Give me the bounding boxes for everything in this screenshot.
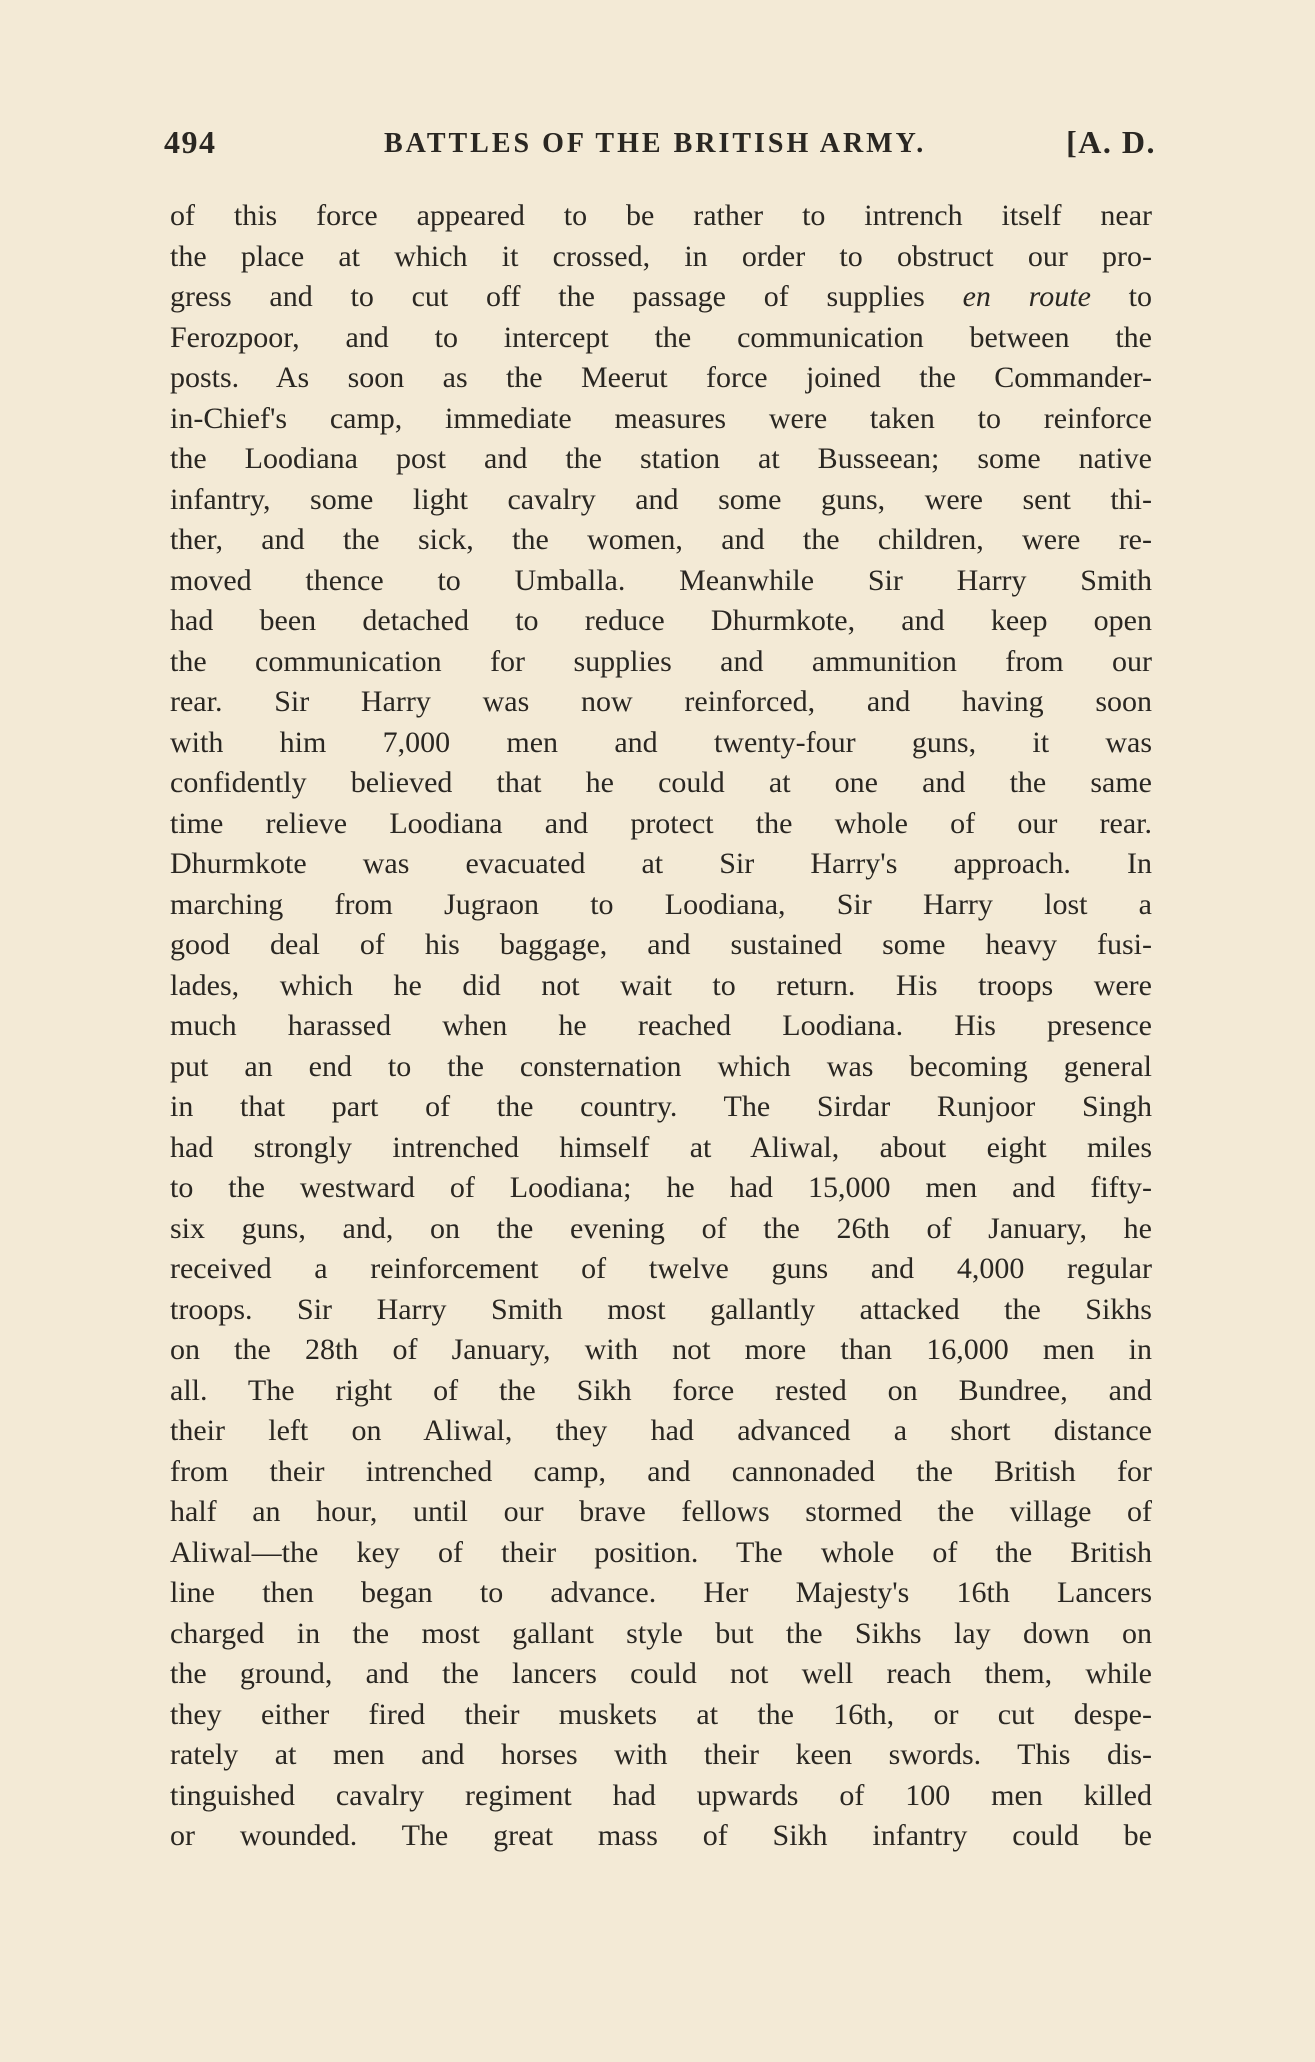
text-line: troops. Sir Harry Smith most gallantly attacked the Sikhs — [170, 1292, 1152, 1326]
text-line: much harassed when he reached Loodiana. His presence — [170, 1009, 1152, 1042]
text-line: marching from Jugraon to Loodiana, Sir Harry lost a — [170, 887, 1152, 921]
text-line: gress and to cut off the passage of supplies en route to — [170, 280, 1152, 313]
text-line: to the westward of Loodiana; he had 15,000 men and fifty- — [170, 1171, 1152, 1204]
text-line: moved thence to Umballa. Meanwhile Sir Harry Smith — [170, 563, 1152, 597]
text-line: infantry, some light cavalry and some guns, were sent thi- — [170, 482, 1152, 516]
page-number: 494 — [164, 124, 217, 160]
text-line: half an hour, until our brave fellows stormed the village of — [170, 1495, 1152, 1528]
text-line: from their intrenched camp, and cannonaded the British for — [170, 1454, 1152, 1488]
text-line: lades, which he did not wait to return. His troops were — [170, 968, 1152, 1002]
text-line: good deal of his baggage, and sustained some heavy fusi- — [170, 928, 1152, 961]
text-line: on the 28th of January, with not more than 16,000 men in — [170, 1333, 1152, 1366]
text-line: line then began to advance. Her Majesty's 16th Lancers — [170, 1576, 1152, 1609]
text-line: Ferozpoor, and to intercept the communication between the — [170, 320, 1152, 354]
text-line: or wounded. The great mass of Sikh infantry could be — [170, 1819, 1152, 1852]
text-line: Dhurmkote was evacuated at Sir Harry's approach. In — [170, 847, 1152, 880]
text-line: received a reinforcement of twelve guns and 4,000 regular — [170, 1252, 1152, 1285]
text-line: posts. As soon as the Meerut force joined the Commander- — [170, 361, 1152, 394]
text-line: the ground, and the lancers could not well reach them, while — [170, 1657, 1152, 1690]
text-line: they either fired their muskets at the 16th, or cut despe- — [170, 1697, 1152, 1731]
text-line: charged in the most gallant style but the Sikhs lay down on — [170, 1616, 1152, 1650]
running-title: BATTLES OF THE BRITISH ARMY. — [384, 128, 927, 159]
text-line: of this force appeared to be rather to intrench itself near — [170, 199, 1152, 232]
text-line: six guns, and, on the evening of the 26th of January, he — [170, 1211, 1152, 1245]
text-line: put an end to the consternation which was becoming general — [170, 1049, 1152, 1083]
text-line: the Loodiana post and the station at Busseean; some native — [170, 442, 1152, 475]
text-line: had been detached to reduce Dhurmkote, and keep open — [170, 604, 1152, 637]
text-line: confidently believed that he could at one and the same — [170, 766, 1152, 799]
text-line: Aliwal—the key of their position. The whole of the British — [170, 1535, 1152, 1569]
text-line: in-Chief's camp, immediate measures were taken to reinforce — [170, 401, 1152, 435]
text-line: had strongly intrenched himself at Aliwal, about eight miles — [170, 1130, 1152, 1164]
text-line: all. The right of the Sikh force rested on Bundree, and — [170, 1373, 1152, 1407]
body-text — [170, 196, 1152, 1857]
date-marker: [A. D. — [1066, 124, 1156, 160]
italic-phrase: en route — [962, 280, 1091, 313]
text-line: tinguished cavalry regiment had upwards of 100 men killed — [170, 1778, 1152, 1812]
text-line: ther, and the sick, the women, and the children, were re- — [170, 523, 1152, 556]
text-line: the place at which it crossed, in order to obstruct our pro- — [170, 239, 1152, 273]
text-line: in that part of the country. The Sirdar Runjoor Singh — [170, 1090, 1152, 1123]
text-line: with him 7,000 men and twenty-four guns, it was — [170, 725, 1152, 759]
text-line: rately at men and horses with their keen swords. This dis- — [170, 1738, 1152, 1771]
text-line: the communication for supplies and ammunition from our — [170, 644, 1152, 678]
page-header — [164, 124, 1156, 168]
text-line: time relieve Loodiana and protect the whole of our rear. — [170, 806, 1152, 840]
text-line: rear. Sir Harry was now reinforced, and having soon — [170, 685, 1152, 718]
text-line: their left on Aliwal, they had advanced a short distance — [170, 1414, 1152, 1447]
